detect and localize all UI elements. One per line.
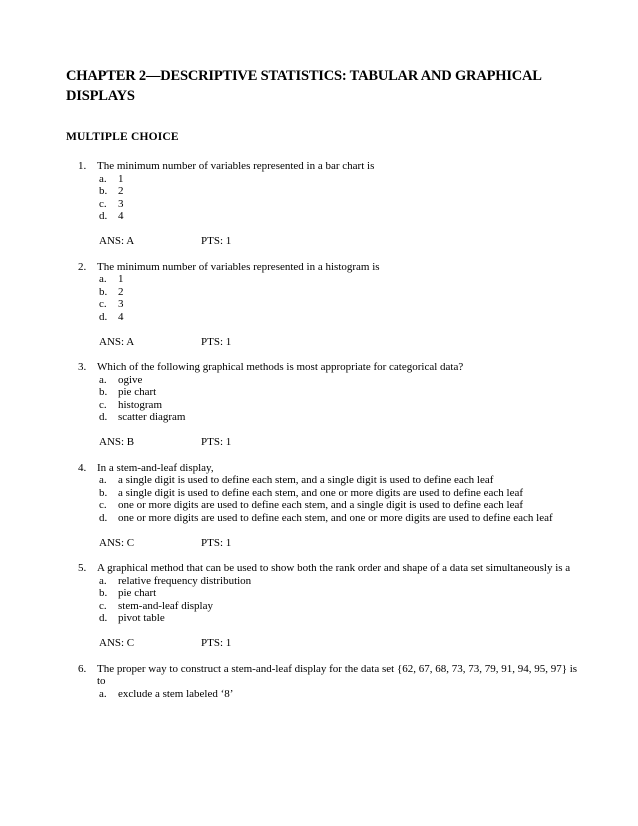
choice-text: stem-and-leaf display — [118, 599, 213, 612]
choice-item — [97, 185, 586, 198]
choice-item — [97, 173, 586, 186]
question-item — [66, 663, 586, 701]
choice-letter: b. — [99, 386, 108, 398]
choice-item — [97, 210, 586, 223]
question-text: In a stem-and-leaf display, — [97, 461, 214, 474]
choice-letter: b. — [99, 285, 108, 298]
choice-item — [97, 386, 586, 399]
choice-text: one or more digits are used to define each stem, and one or more digits are used to define each leaf — [118, 511, 553, 524]
choice-item — [97, 575, 586, 588]
choice-letter: b. — [99, 587, 108, 599]
choice-text: one or more digits are used to define each stem, and a single digit is used to define each leaf — [118, 499, 524, 511]
question-item — [66, 160, 586, 248]
choice-item — [97, 399, 586, 412]
answer-key: ANS: A — [99, 335, 135, 348]
choice-text: 3 — [118, 197, 124, 210]
choice-text: a single digit is used to define each stem, and a single digit is used to define each leaf — [118, 474, 494, 486]
choice-text: a single digit is used to define each stem, and one or more digits are used to define each leaf — [118, 486, 524, 499]
choice-letter: c. — [99, 499, 107, 511]
answer-key: ANS: B — [99, 436, 135, 448]
choice-text: pivot table — [118, 612, 165, 624]
question-number: 4. — [78, 461, 87, 474]
choice-text: pie chart — [118, 386, 157, 398]
choice-list — [97, 575, 586, 625]
choice-list — [97, 173, 586, 223]
choice-letter: d. — [99, 511, 108, 524]
choice-text: 2 — [118, 285, 124, 298]
choice-letter: c. — [99, 298, 107, 310]
choice-text: pie chart — [118, 587, 157, 599]
choice-text: 1 — [118, 273, 124, 285]
choice-letter: c. — [99, 599, 107, 612]
choice-list — [97, 474, 586, 524]
choice-list — [97, 688, 586, 701]
question-number: 6. — [78, 662, 87, 675]
answer-row — [97, 336, 586, 349]
answer-key: ANS: C — [99, 637, 135, 649]
choice-item — [97, 688, 586, 701]
points-value: PTS: 1 — [201, 637, 232, 649]
question-item — [66, 562, 586, 650]
choice-letter: a. — [99, 273, 107, 285]
choice-letter: d. — [99, 612, 108, 624]
answer-row — [97, 537, 586, 550]
points-value: PTS: 1 — [201, 536, 232, 549]
choice-letter: a. — [99, 687, 107, 700]
question-number: 5. — [78, 562, 87, 574]
choice-letter: a. — [99, 474, 107, 486]
choice-letter: d. — [99, 310, 108, 323]
answer-row — [97, 637, 586, 650]
question-text: The minimum number of variables represented in a bar chart is — [97, 160, 375, 172]
choice-item — [97, 587, 586, 600]
answer-key: ANS: C — [99, 536, 135, 549]
choice-item — [97, 600, 586, 613]
question-item — [66, 261, 586, 349]
choice-item — [97, 374, 586, 387]
choice-item — [97, 286, 586, 299]
choice-letter: b. — [99, 185, 108, 197]
question-item — [66, 361, 586, 449]
chapter-title: CHAPTER 2—DESCRIPTIVE STATISTICS: TABULAR AND GRAPHICAL DISPLAYS — [66, 68, 541, 104]
question-text: Which of the following graphical methods is most appropriate for categorical data? — [97, 361, 464, 373]
choice-item — [97, 487, 586, 500]
choice-letter: d. — [99, 210, 108, 222]
choice-letter: b. — [99, 486, 108, 499]
choice-item — [97, 411, 586, 424]
choice-item — [97, 311, 586, 324]
choice-text: exclude a stem labeled ‘8’ — [118, 687, 234, 700]
question-text: The minimum number of variables represented in a histogram is — [97, 260, 380, 273]
choice-letter: a. — [99, 373, 107, 386]
choice-text: relative frequency distribution — [118, 574, 252, 587]
choice-text: 1 — [118, 172, 124, 185]
question-list — [66, 160, 586, 700]
choice-item — [97, 499, 586, 512]
question-number: 3. — [78, 361, 87, 373]
choice-text: 3 — [118, 298, 124, 310]
answer-key: ANS: A — [99, 235, 135, 247]
points-value: PTS: 1 — [201, 436, 232, 448]
points-value: PTS: 1 — [201, 335, 232, 348]
question-number: 2. — [78, 260, 87, 273]
choice-list — [97, 273, 586, 323]
choice-item — [97, 474, 586, 487]
question-item — [66, 462, 586, 550]
question-text: A graphical method that can be used to show both the rank order and shape of a data set simultaneously is a — [97, 562, 571, 574]
question-text: The proper way to construct a stem-and-leaf display for the data set {62, 67, 68, 73, 73, 79, 91, 94, 95, 97} is to — [97, 662, 578, 687]
choice-list — [97, 374, 586, 424]
choice-letter: a. — [99, 574, 107, 587]
choice-item — [97, 298, 586, 311]
choice-item — [97, 273, 586, 286]
choice-text: histogram — [118, 398, 162, 411]
choice-text: 2 — [118, 185, 124, 197]
section-heading: MULTIPLE CHOICE — [66, 131, 179, 143]
choice-item — [97, 612, 586, 625]
choice-text: scatter diagram — [118, 411, 186, 423]
answer-row — [97, 436, 586, 449]
choice-letter: a. — [99, 172, 107, 185]
answer-row — [97, 235, 586, 248]
choice-letter: d. — [99, 411, 108, 423]
choice-text: 4 — [118, 310, 124, 323]
points-value: PTS: 1 — [201, 235, 232, 247]
choice-item — [97, 198, 586, 211]
choice-text: ogive — [118, 373, 143, 386]
question-number: 1. — [78, 160, 87, 172]
choice-letter: c. — [99, 197, 107, 210]
choice-item — [97, 512, 586, 525]
choice-letter: c. — [99, 398, 107, 411]
choice-text: 4 — [118, 210, 124, 222]
